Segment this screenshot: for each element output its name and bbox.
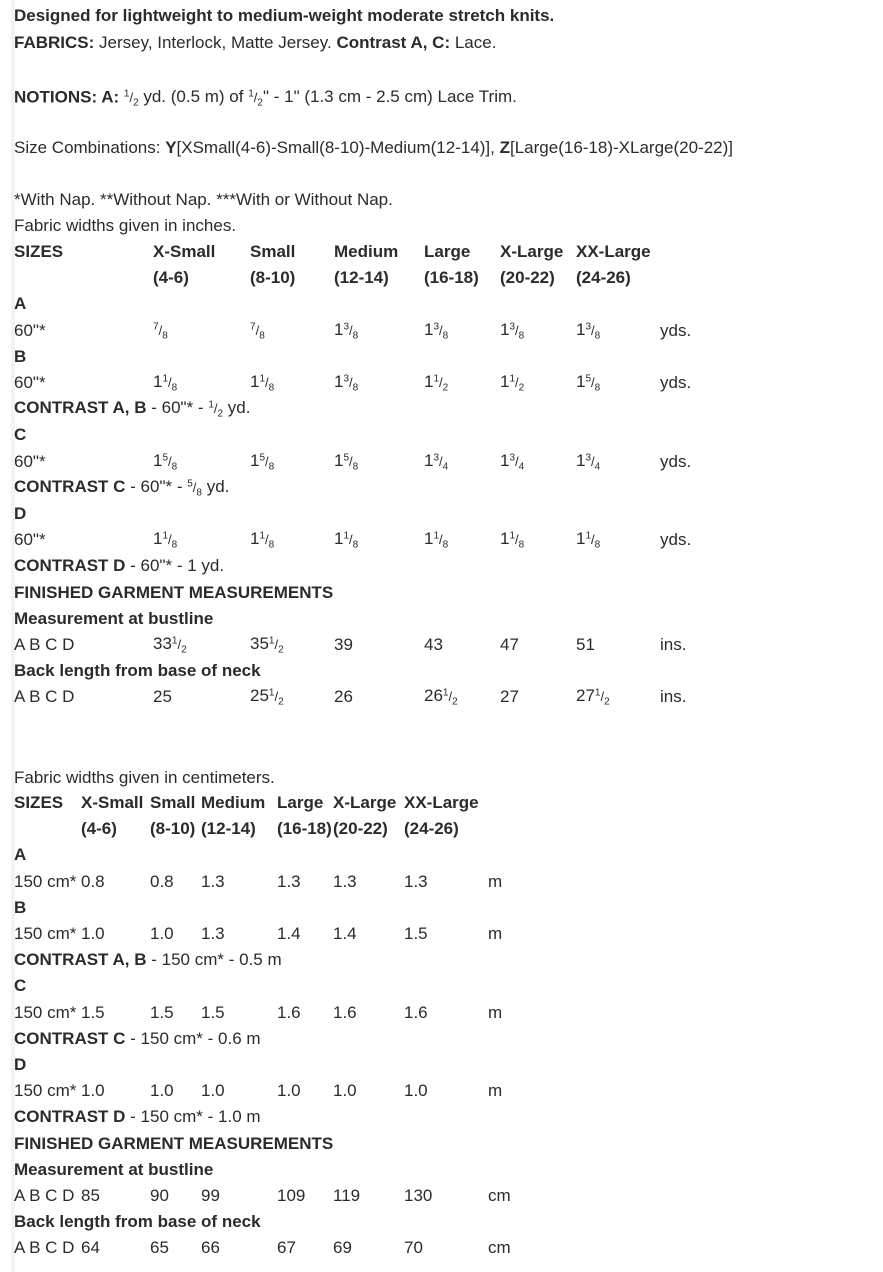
table-cell xyxy=(14,265,153,291)
size-combo-y-label: Y xyxy=(165,138,177,157)
table-cell: C xyxy=(14,976,27,996)
table-cell: 1.6 xyxy=(404,1002,428,1022)
table-cell: $33^1/_2$ xyxy=(153,634,187,656)
cm-yardage-table xyxy=(14,790,511,1261)
table-cell: (20-22) xyxy=(500,268,555,288)
table-cell: A B C D xyxy=(14,1238,75,1258)
table-cell xyxy=(488,790,511,816)
table-row xyxy=(14,684,691,710)
table-cell: C xyxy=(14,425,27,445)
table-cell: $27^1/_2$ xyxy=(576,686,610,709)
table-cell: $26^1/_2$ xyxy=(424,686,458,709)
table-cell: B xyxy=(14,897,27,917)
table-cell: A B C D xyxy=(14,687,75,707)
table-cell: 1.4 xyxy=(277,924,301,944)
table-cell: cm xyxy=(488,1238,511,1258)
inches-yardage-table xyxy=(14,239,691,710)
table-row xyxy=(14,318,691,344)
table-cell: Medium xyxy=(201,793,266,813)
table-row xyxy=(14,658,691,684)
table-cell: 27 xyxy=(500,687,519,707)
nap-note: *With Nap. **Without Nap. ***With or Without Nap. xyxy=(14,190,393,209)
notions-text: $^1/_2$ yd. (0.5 m) of $^1/_2$" - 1" (1.3 cm - 2.5 cm) Lace Trim. xyxy=(123,87,517,109)
table-cell: ins. xyxy=(660,634,687,654)
table-cell: $1^1/_8$ xyxy=(250,529,275,551)
table-cell: $1^1/_8$ xyxy=(153,529,178,551)
table-cell xyxy=(488,816,511,842)
table-row xyxy=(14,790,511,816)
table-cell: Small xyxy=(250,242,296,262)
table-cell: m xyxy=(488,1081,503,1101)
table-cell: 0.8 xyxy=(81,871,105,891)
table-cell: 1.0 xyxy=(277,1081,301,1101)
table-cell: $1^3/_8$ xyxy=(500,319,525,342)
table-row xyxy=(14,947,511,973)
table-cell: (4-6) xyxy=(81,819,117,839)
table-cell: 39 xyxy=(334,634,353,654)
table-cell: B xyxy=(14,346,27,366)
table-cell: m xyxy=(488,1002,503,1022)
table-cell: $1^1/_8$ xyxy=(250,372,275,394)
table-cell: 64 xyxy=(81,1238,100,1258)
table-row xyxy=(14,553,691,579)
table-cell: 1.0 xyxy=(201,1081,225,1101)
table-cell: 60"* xyxy=(14,451,46,471)
table-cell: $1^1/_8$ xyxy=(424,529,449,551)
table-cell: 1.0 xyxy=(150,924,174,944)
table-cell: $1^1/_8$ xyxy=(576,529,601,551)
table-cell: CONTRAST D - 60"* - 1 yd. xyxy=(14,556,225,576)
table-row xyxy=(14,1000,511,1026)
table-cell: $35^1/_2$ xyxy=(250,634,284,656)
table-cell: Measurement at bustline xyxy=(14,1159,214,1179)
table-cell: $1^3/_4$ xyxy=(500,450,525,473)
table-row xyxy=(14,1104,511,1130)
table-cell: Small xyxy=(150,793,196,813)
table-cell: 1.0 xyxy=(150,1081,174,1101)
table-cell: 1.4 xyxy=(333,924,357,944)
table-row xyxy=(14,895,511,921)
table-cell: 66 xyxy=(201,1238,220,1258)
table-cell: $1^1/_8$ xyxy=(500,529,525,551)
table-cell: Medium xyxy=(334,242,399,262)
table-row xyxy=(14,1183,511,1209)
table-cell: 150 cm* xyxy=(14,1081,77,1101)
table-cell: $1^5/_8$ xyxy=(250,450,275,473)
table-row xyxy=(14,344,691,370)
table-cell: 1.6 xyxy=(333,1002,357,1022)
table-cell: SIZES xyxy=(14,793,64,813)
table-cell: D xyxy=(14,503,27,523)
fabrics-label: FABRICS: xyxy=(14,33,95,52)
table-cell: A xyxy=(14,845,27,865)
table-cell: Measurement at bustline xyxy=(14,608,214,628)
notions-label: NOTIONS: A: xyxy=(14,87,124,107)
table-row xyxy=(14,1157,511,1183)
table-cell xyxy=(14,816,81,842)
table-cell: 99 xyxy=(201,1185,220,1205)
table-cell: 1.3 xyxy=(201,871,225,891)
size-combo-z: [Large(16-18)-XLarge(20-22)] xyxy=(510,138,734,157)
table-cell: CONTRAST C - 150 cm* - 0.6 m xyxy=(14,1028,261,1048)
contrast-label: Contrast A, C: xyxy=(336,33,451,52)
table-cell: 1.3 xyxy=(404,871,428,891)
table-cell: 1.5 xyxy=(404,924,428,944)
table-cell: ins. xyxy=(660,687,687,707)
table-cell: $1^3/_8$ xyxy=(424,319,449,342)
table-row xyxy=(14,1130,511,1156)
table-row xyxy=(14,869,511,895)
notions-line xyxy=(14,85,517,114)
table-cell: 1.3 xyxy=(333,871,357,891)
table-cell: Large xyxy=(424,242,471,262)
table-cell: (16-18) xyxy=(424,268,479,288)
table-cell: 90 xyxy=(150,1185,169,1205)
table-cell: 43 xyxy=(424,634,443,654)
table-cell: 1.0 xyxy=(81,1081,105,1101)
table-row xyxy=(14,239,691,265)
table-cell: A B C D xyxy=(14,1185,75,1205)
table-cell: 1.0 xyxy=(333,1081,357,1101)
table-cell: $1^1/_2$ xyxy=(500,372,525,394)
table-cell: 150 cm* xyxy=(14,924,77,944)
table-row xyxy=(14,816,511,842)
table-cell: 1.6 xyxy=(277,1002,301,1022)
table-cell: 85 xyxy=(81,1185,100,1205)
contrast-text: Lace. xyxy=(450,33,497,52)
table-cell: XX-Large xyxy=(576,242,651,262)
table-cell: 1.3 xyxy=(277,871,301,891)
table-cell: m xyxy=(488,871,503,891)
table-cell: FINISHED GARMENT MEASUREMENTS xyxy=(14,1133,334,1153)
table-cell: A xyxy=(14,294,27,314)
table-row xyxy=(14,842,511,868)
table-cell: yds. xyxy=(660,373,692,393)
table-row xyxy=(14,973,511,999)
table-cell: $^7/_8$ xyxy=(250,321,265,342)
table-cell: SIZES xyxy=(14,242,64,262)
table-row xyxy=(14,291,691,317)
table-cell: X-Small xyxy=(153,242,216,262)
table-cell: (16-18) xyxy=(277,819,332,839)
table-cell: (12-14) xyxy=(201,819,256,839)
table-row xyxy=(14,921,511,947)
table-cell: D xyxy=(14,1054,27,1074)
table-cell: $1^1/_8$ xyxy=(153,372,178,394)
table-cell: A B C D xyxy=(14,634,75,654)
table-cell: 150 cm* xyxy=(14,1002,77,1022)
table-row xyxy=(14,396,691,422)
table-row xyxy=(14,1078,511,1104)
designed-for-text: Designed for lightweight to medium-weight moderate stretch knits. xyxy=(14,6,555,25)
table-cell: X-Large xyxy=(333,793,397,813)
table-cell: 1.3 xyxy=(201,924,225,944)
table-cell: FINISHED GARMENT MEASUREMENTS xyxy=(14,582,334,602)
table-cell: Back length from base of neck xyxy=(14,661,261,681)
table-row xyxy=(14,1235,511,1261)
table-cell: $1^3/_8$ xyxy=(576,319,601,342)
table-cell: 150 cm* xyxy=(14,871,77,891)
table-cell: 1.5 xyxy=(150,1002,174,1022)
table-cell: m xyxy=(488,924,503,944)
table-cell: 1.0 xyxy=(404,1081,428,1101)
table-cell: 130 xyxy=(404,1185,433,1205)
table-cell: (4-6) xyxy=(153,268,189,288)
table-cell: Large xyxy=(277,793,324,813)
table-cell: yds. xyxy=(660,320,692,340)
fabrics-text: Jersey, Interlock, Matte Jersey. xyxy=(94,33,337,52)
table-cell: $1^3/_4$ xyxy=(424,450,449,473)
size-combinations-prefix: Size Combinations: xyxy=(14,138,166,157)
table-cell: $1^1/_8$ xyxy=(334,529,359,551)
table-cell: $1^5/_8$ xyxy=(334,450,359,473)
table-cell: X-Large xyxy=(500,242,564,262)
table-cell: 60"* xyxy=(14,530,46,550)
table-row xyxy=(14,501,691,527)
table-cell: 51 xyxy=(576,634,595,654)
table-cell: (8-10) xyxy=(250,268,296,288)
table-cell: $25^1/_2$ xyxy=(250,686,284,709)
cm-caption: Fabric widths given in centimeters. xyxy=(14,768,275,787)
table-row xyxy=(14,632,691,658)
table-cell: 109 xyxy=(277,1185,306,1205)
table-cell: 1.5 xyxy=(201,1002,225,1022)
table-cell: CONTRAST D - 150 cm* - 1.0 m xyxy=(14,1107,261,1127)
size-combo-z-label: Z xyxy=(499,138,510,157)
table-cell: 67 xyxy=(277,1238,296,1258)
table-cell xyxy=(660,239,691,265)
table-cell: $1^1/_2$ xyxy=(424,372,449,394)
table-cell: 1.5 xyxy=(81,1002,105,1022)
table-cell: CONTRAST A, B - 60"* - $^1/_2$ yd. xyxy=(14,398,251,421)
table-cell: yds. xyxy=(660,530,692,550)
table-row xyxy=(14,475,691,501)
table-cell: CONTRAST C - 60"* - $^5/_8$ yd. xyxy=(14,476,230,499)
table-cell: 60"* xyxy=(14,373,46,393)
table-row xyxy=(14,449,691,475)
table-row xyxy=(14,370,691,396)
table-cell: (12-14) xyxy=(334,268,389,288)
table-row xyxy=(14,422,691,448)
table-cell: $^7/_8$ xyxy=(153,321,168,342)
table-cell: $1^5/_8$ xyxy=(576,372,601,394)
inches-caption: Fabric widths given in inches. xyxy=(14,216,237,235)
table-cell: 25 xyxy=(153,687,172,707)
table-cell: 1.0 xyxy=(81,924,105,944)
table-cell: (20-22) xyxy=(333,819,388,839)
table-cell: (8-10) xyxy=(150,819,196,839)
table-cell: (24-26) xyxy=(576,268,631,288)
table-row xyxy=(14,606,691,632)
table-cell: 0.8 xyxy=(150,871,174,891)
table-cell: 65 xyxy=(150,1238,169,1258)
table-cell: $1^3/_4$ xyxy=(576,450,601,473)
table-cell: 47 xyxy=(500,634,519,654)
table-row xyxy=(14,527,691,553)
table-cell: 26 xyxy=(334,687,353,707)
size-combinations-line xyxy=(14,138,733,158)
table-row xyxy=(14,265,691,291)
table-cell: $1^3/_8$ xyxy=(334,319,359,342)
table-row xyxy=(14,579,691,605)
table-cell: 60"* xyxy=(14,320,46,340)
table-row xyxy=(14,1209,511,1235)
table-cell: Back length from base of neck xyxy=(14,1212,261,1232)
table-cell: 119 xyxy=(333,1185,361,1205)
table-cell: 69 xyxy=(333,1238,352,1258)
table-cell: $1^5/_8$ xyxy=(153,450,178,473)
table-cell: X-Small xyxy=(81,793,144,813)
fabrics-line xyxy=(14,33,496,53)
table-cell: CONTRAST A, B - 150 cm* - 0.5 m xyxy=(14,950,282,970)
table-cell xyxy=(660,265,691,291)
table-cell: 70 xyxy=(404,1238,423,1258)
table-row xyxy=(14,1026,511,1052)
table-cell: $1^3/_8$ xyxy=(334,372,359,394)
table-cell: yds. xyxy=(660,451,692,471)
table-cell: XX-Large xyxy=(404,793,479,813)
table-row xyxy=(14,1052,511,1078)
size-combo-y: [XSmall(4-6)-Small(8-10)-Medium(12-14)], xyxy=(176,138,500,157)
table-cell: (24-26) xyxy=(404,819,459,839)
table-cell: cm xyxy=(488,1185,511,1205)
